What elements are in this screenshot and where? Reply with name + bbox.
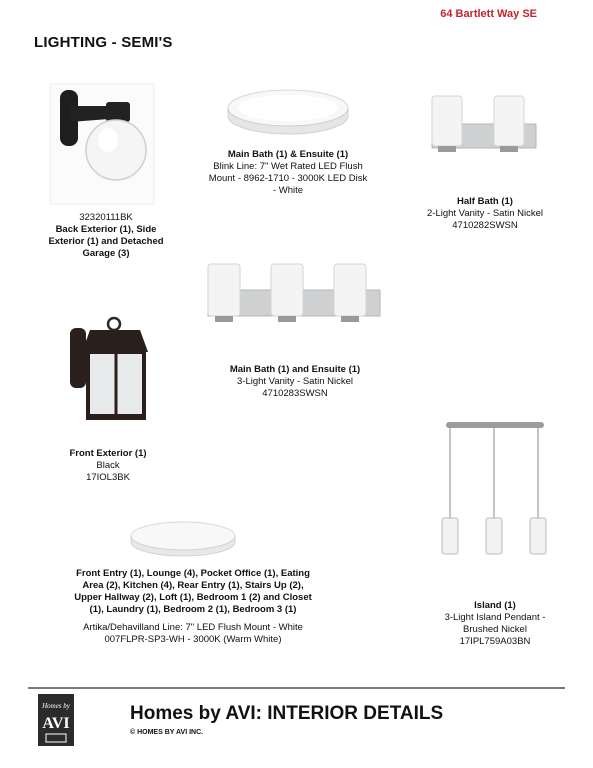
flush-mount-description: Artika/Dehavilland Line: 7" LED Flush Mount - White 007FLPR-SP3-WH - 3000K (Warm White)	[83, 622, 303, 645]
island-description: 3-Light Island Pendant - Brushed Nickel	[444, 612, 546, 635]
main-bath-locations: Main Bath (1) and Ensuite (1)	[229, 364, 361, 375]
led-disk-image	[226, 88, 350, 136]
front-exterior-locations: Front Exterior (1)	[69, 448, 147, 459]
flush-mount-locations: Front Entry (1), Lounge (4), Pocket Office (1), Eating Area (2), Kitchen (4), Rear Entry (1), Stairs Up (2), Upper Hallway (2), Loft (1), Bedroom 1 (2) and Closet (1), Laundry (1), Bedroom 2 (1), Bedroom 3 (1)	[74, 568, 312, 615]
main-bath-description: 3-Light Vanity - Satin Nickel	[237, 376, 353, 387]
led-disk-description: Blink Line: 7" Wet Rated LED Flush Mount - 8962-1710 - 3000K LED Disk - White	[208, 161, 368, 196]
half-bath-model: 4710282SWSN	[452, 220, 518, 231]
main-bath-vanity-image	[204, 262, 382, 330]
project-address: 64 Bartlett Way SE	[440, 8, 537, 20]
flush-mount-image	[128, 520, 238, 560]
homes-by-avi-logo	[38, 694, 74, 746]
half-bath-locations: Half Bath (1)	[457, 196, 513, 207]
half-bath-description: 2-Light Vanity - Satin Nickel	[427, 208, 543, 219]
island-model: 17IPL759A03BN	[459, 636, 531, 647]
svg-text:AVI: AVI	[42, 715, 70, 732]
exterior-globe-locations: Back Exterior (1), Side Exterior (1) and Detached Garage (3)	[48, 224, 164, 259]
page-title: LIGHTING - SEMI'S	[34, 34, 173, 51]
footer-title: Homes by AVI: INTERIOR DETAILS	[130, 703, 444, 724]
exterior-globe-fixture-image	[50, 84, 154, 204]
island-pendant-image	[440, 420, 550, 560]
front-exterior-lantern-image	[62, 316, 154, 426]
footer-divider	[28, 687, 565, 689]
front-exterior-finish: Black	[96, 460, 120, 471]
led-disk-locations: Main Bath (1) & Ensuite (1)	[227, 149, 349, 160]
exterior-globe-model: 32320111BK	[79, 212, 133, 223]
front-exterior-model: 17IOL3BK	[86, 472, 130, 483]
main-bath-model: 4710283SWSN	[262, 388, 328, 399]
island-locations: Island (1)	[474, 600, 516, 611]
footer-copyright: © HOMES BY AVI INC.	[130, 729, 204, 736]
half-bath-vanity-image	[428, 94, 540, 164]
svg-text:Homes by: Homes by	[42, 702, 70, 710]
